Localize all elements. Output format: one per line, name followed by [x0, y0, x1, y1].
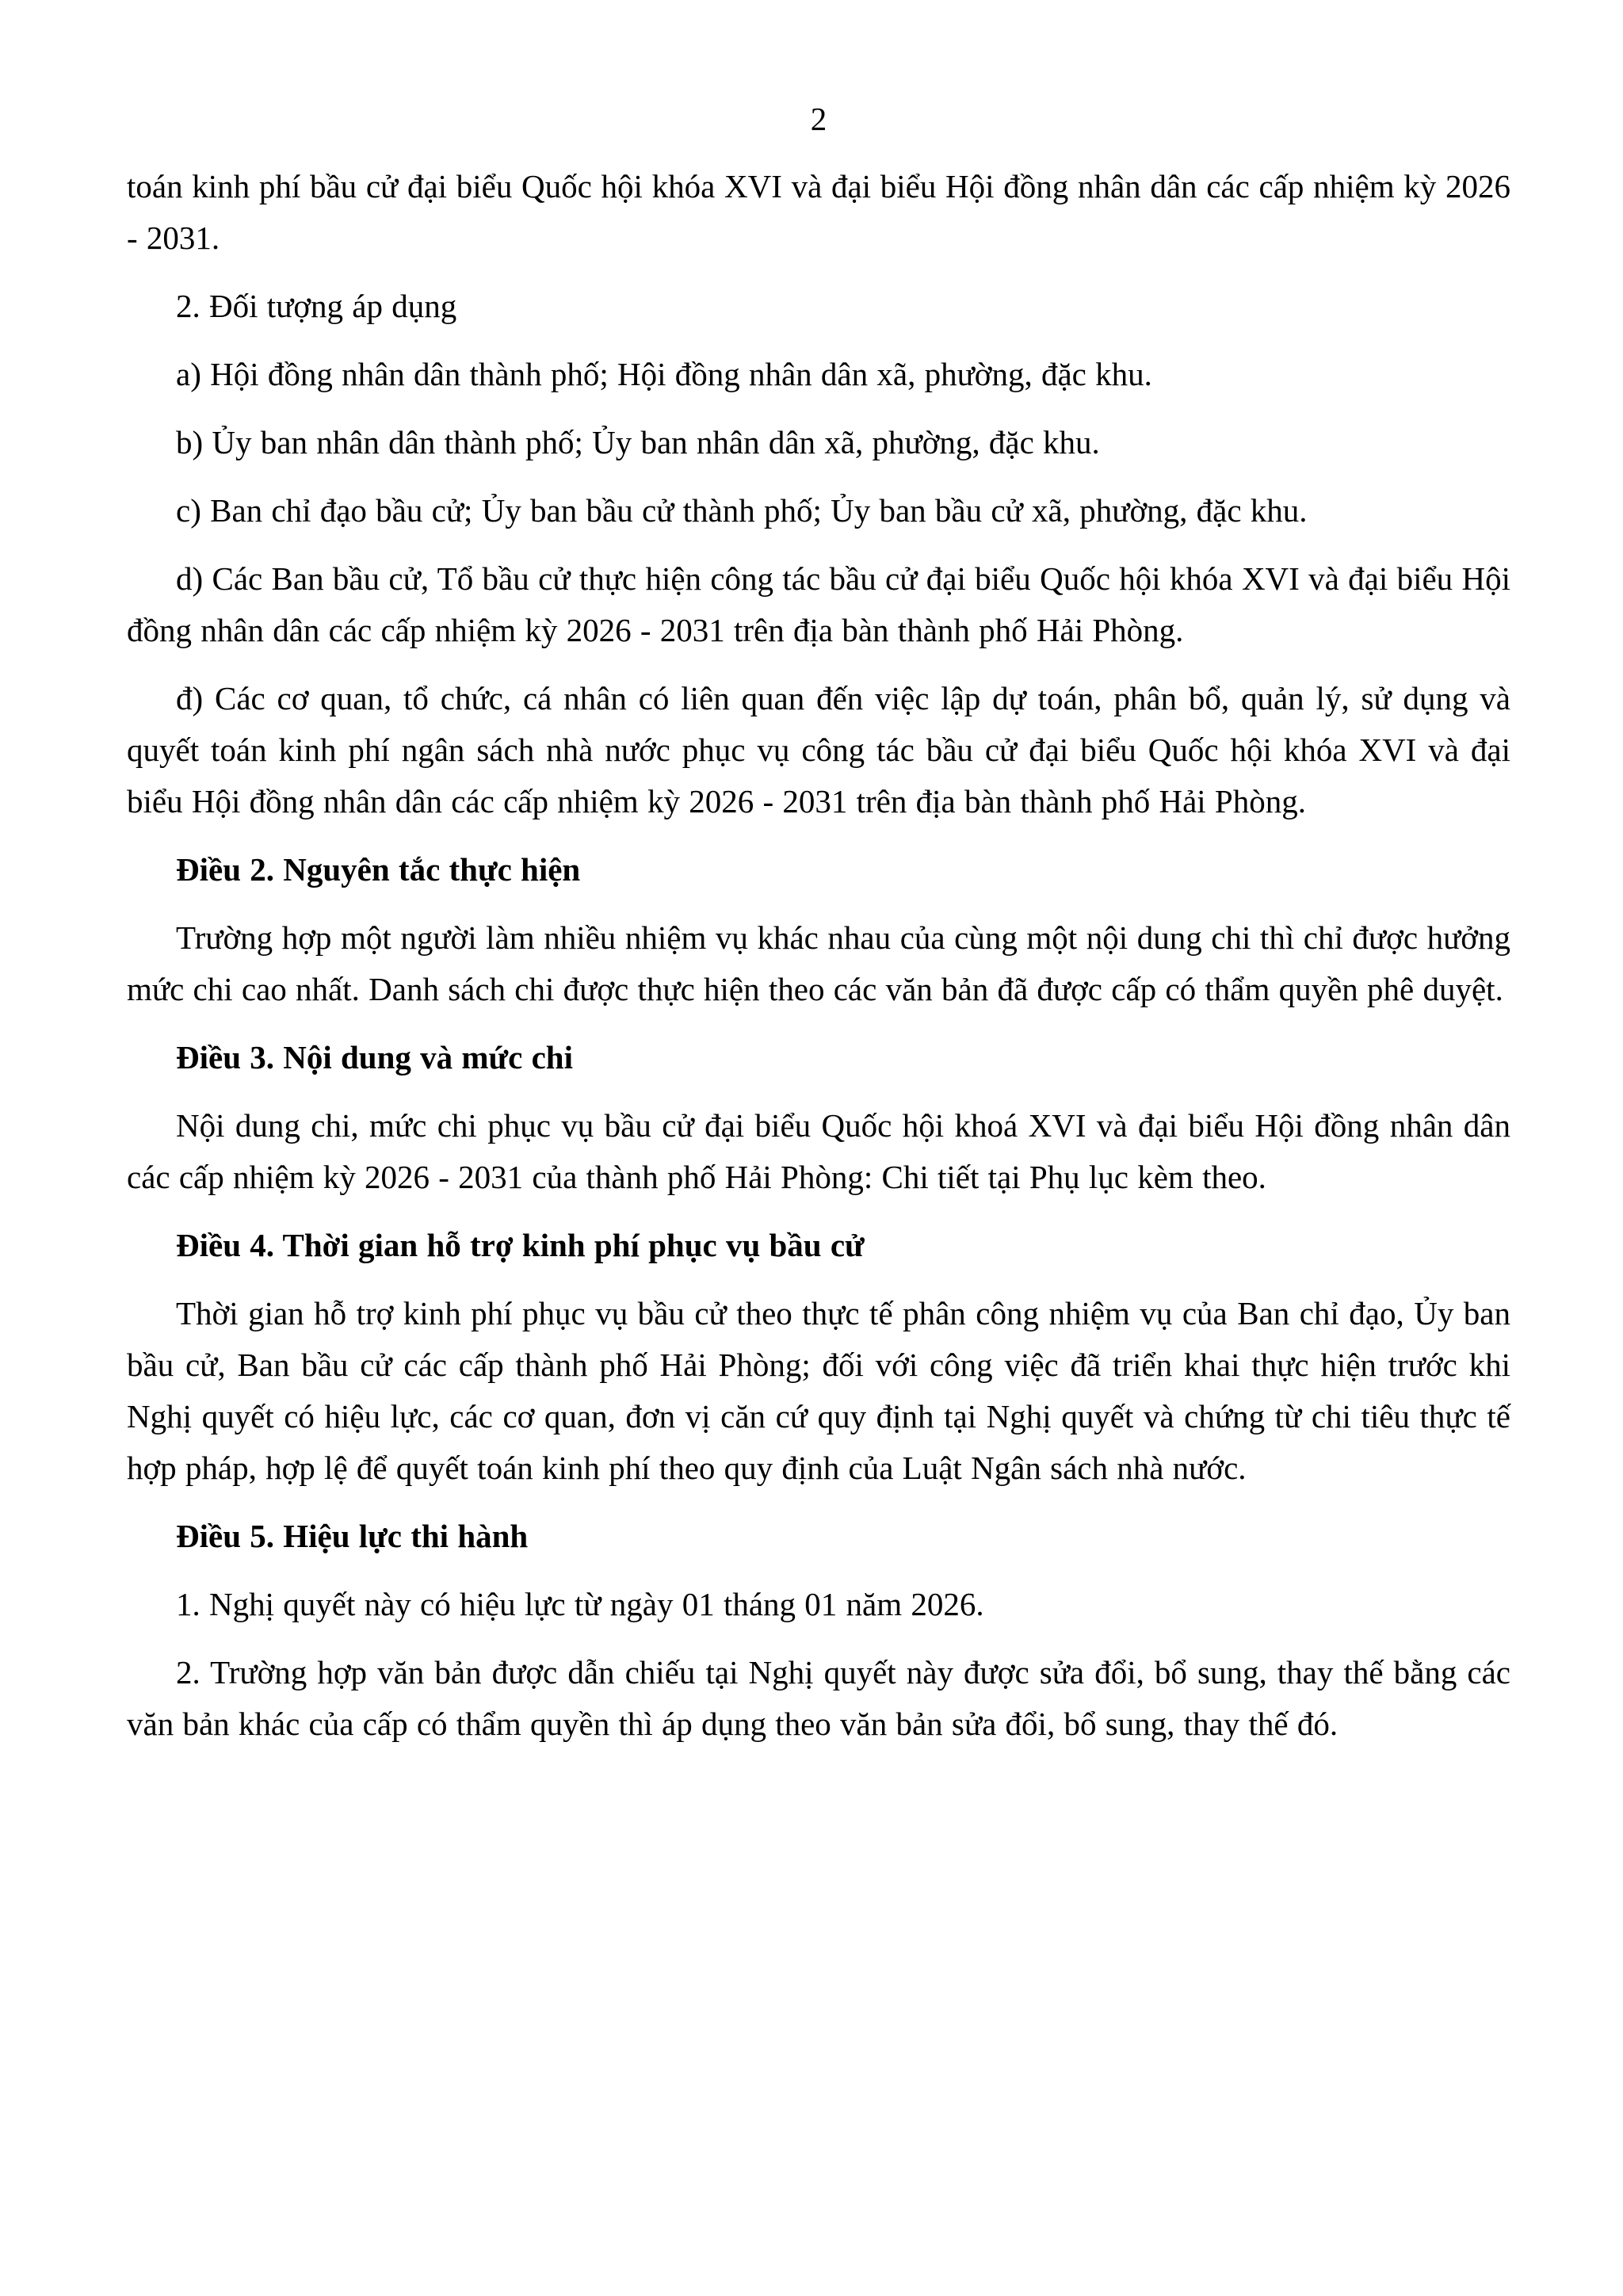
article-3-heading: Điều 3. Nội dung và mức chi: [176, 1039, 574, 1075]
page-number: 2: [810, 101, 827, 137]
clause-item-d: d) Các Ban bầu cử, Tổ bầu cử thực hiện công tác bầu cử đại biểu Quốc hội khóa XVI và đại biểu Hội đồng nhân dân các cấp nhiệm kỳ 2026 - 2031 trên địa bàn thành phố Hải Phòng.: [127, 560, 1510, 648]
clause-item-b: b) Ủy ban nhân dân thành phố; Ủy ban nhân dân xã, phường, đặc khu.: [176, 424, 1100, 460]
article-5-heading: Điều 5. Hiệu lực thi hành: [176, 1518, 529, 1554]
article-3-body: Nội dung chi, mức chi phục vụ bầu cử đại biểu Quốc hội khoá XVI và đại biểu Hội đồng nhân dân các cấp nhiệm kỳ 2026 - 2031 của thành phố Hải Phòng: Chi tiết tại Phụ lục kèm theo.: [127, 1107, 1510, 1195]
article-5-item-2: 2. Trường hợp văn bản được dẫn chiếu tại Nghị quyết này được sửa đổi, bổ sung, thay thế bằng các văn bản khác của cấp có thẩm quyền thì áp dụng theo văn bản sửa đổi, bổ sung, thay thế đó.: [127, 1654, 1510, 1742]
article-5-item-1: 1. Nghị quyết này có hiệu lực từ ngày 01 tháng 01 năm 2026.: [176, 1586, 984, 1622]
clause-2-scope-heading: 2. Đối tượng áp dụng: [176, 288, 457, 324]
article-4-heading: Điều 4. Thời gian hỗ trợ kinh phí phục vụ bầu cử: [176, 1227, 865, 1263]
article-2-body: Trường hợp một người làm nhiều nhiệm vụ khác nhau của cùng một nội dung chi thì chỉ được hưởng mức chi cao nhất. Danh sách chi được thực hiện theo các văn bản đã được cấp có thẩm quyền phê duyệt.: [127, 919, 1510, 1007]
clause-item-dd: đ) Các cơ quan, tổ chức, cá nhân có liên quan đến việc lập dự toán, phân bổ, quản lý, sử dụng và quyết toán kinh phí ngân sách nhà nước phục vụ công tác bầu cử đại biểu Quốc hội khóa XVI và đại biểu Hội đồng nhân dân các cấp nhiệm kỳ 2026 - 2031 trên địa bàn thành phố Hải Phòng.: [127, 680, 1510, 819]
paragraph-continuation: toán kinh phí bầu cử đại biểu Quốc hội khóa XVI và đại biểu Hội đồng nhân dân các cấp nhiệm kỳ 2026 - 2031.: [127, 168, 1510, 256]
clause-item-a: a) Hội đồng nhân dân thành phố; Hội đồng nhân dân xã, phường, đặc khu.: [176, 356, 1152, 392]
article-2-heading: Điều 2. Nguyên tắc thực hiện: [176, 851, 581, 888]
clause-item-c: c) Ban chỉ đạo bầu cử; Ủy ban bầu cử thành phố; Ủy ban bầu cử xã, phường, đặc khu.: [176, 492, 1308, 529]
article-4-body: Thời gian hỗ trợ kinh phí phục vụ bầu cử theo thực tế phân công nhiệm vụ của Ban chỉ đạo, Ủy ban bầu cử, Ban bầu cử các cấp thành phố Hải Phòng; đối với công việc đã triển khai thực hiện trước khi Nghị quyết có hiệu lực, các cơ quan, đơn vị căn cứ quy định tại Nghị quyết và chứng từ chi tiêu thực tế hợp pháp, hợp lệ để quyết toán kinh phí theo quy định của Luật Ngân sách nhà nước.: [127, 1295, 1510, 1486]
